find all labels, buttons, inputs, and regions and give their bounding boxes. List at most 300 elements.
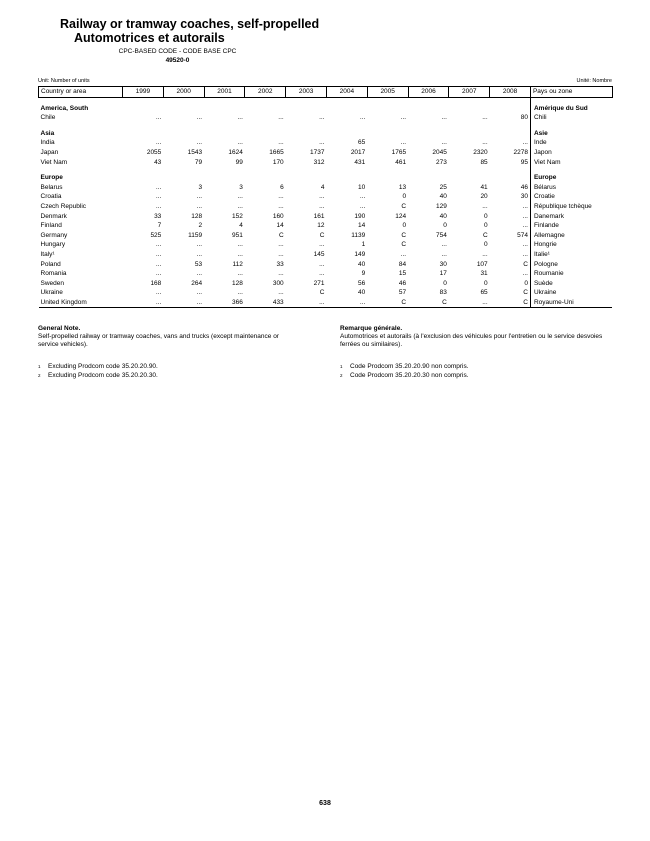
empty-cell xyxy=(367,129,408,139)
empty-cell xyxy=(123,129,164,139)
footnotes-english xyxy=(38,363,298,380)
value-cell: 461 xyxy=(395,158,407,166)
country-name: Poland xyxy=(40,260,61,268)
country-name: Croatia xyxy=(40,193,62,201)
value-cell: 14 xyxy=(276,222,284,230)
value-cell: ... xyxy=(319,260,325,268)
footnotes-french xyxy=(340,363,610,380)
value-cell: C xyxy=(367,298,408,308)
value-cell: 0 xyxy=(484,222,488,230)
table-row xyxy=(39,260,613,270)
value-cell: 951 xyxy=(232,231,243,239)
footnote xyxy=(38,363,298,371)
value-cell: ... xyxy=(196,250,203,258)
value-cell: ... xyxy=(441,241,447,249)
value-cell: ... xyxy=(482,139,488,147)
value-cell: 0 xyxy=(524,279,528,287)
value-cell: 57 xyxy=(398,289,407,297)
value-cell: ... xyxy=(319,241,325,249)
country-name: Germany xyxy=(40,231,68,239)
value-cell: 112 xyxy=(232,260,243,268)
value-cell: ... xyxy=(319,193,325,201)
empty-cell xyxy=(449,173,490,183)
value-cell: C xyxy=(401,231,407,239)
value-cell: ... xyxy=(196,193,203,201)
value-cell: 41 xyxy=(480,183,488,191)
value-cell: ... xyxy=(155,139,162,147)
value-cell: ... xyxy=(441,139,447,147)
country-name: Italy¹ xyxy=(40,250,55,258)
note-text: Automotrices et autorails (à l'exclusion des véhicules pour l'entretien ou le service desvoies ferrées ou similaires). xyxy=(340,333,603,348)
table-row xyxy=(39,158,613,168)
value-cell: 56 xyxy=(358,279,366,287)
table-row xyxy=(39,148,613,158)
region-name-fr: Europe xyxy=(530,173,612,183)
value-cell: 30 xyxy=(439,260,447,268)
value-cell: 85 xyxy=(480,158,488,166)
value-cell: ... xyxy=(155,250,162,258)
table-row xyxy=(39,183,613,193)
value-cell: 2055 xyxy=(146,148,162,156)
region-name: Europe xyxy=(40,174,63,182)
header-year: 2001 xyxy=(204,87,245,98)
value-cell: C xyxy=(523,289,528,297)
value-cell: 40 xyxy=(358,289,366,297)
empty-cell xyxy=(326,104,367,114)
value-cell: C xyxy=(401,202,407,210)
pays-name: Pologne xyxy=(530,260,612,270)
footnote-mark: 1 xyxy=(38,364,41,369)
value-cell: 40 xyxy=(358,260,366,268)
empty-cell xyxy=(367,104,408,114)
value-cell: ... xyxy=(237,270,243,278)
value-cell: 9 xyxy=(361,270,366,278)
page-number: 638 xyxy=(319,800,331,807)
table-row xyxy=(39,279,613,289)
value-cell: 7 xyxy=(157,222,162,230)
pays-name: Viet Nam xyxy=(530,158,612,168)
table-row xyxy=(39,192,613,202)
value-cell: 31 xyxy=(480,270,488,278)
value-cell: 4 xyxy=(239,222,243,230)
empty-cell xyxy=(204,173,245,183)
value-cell: 30 xyxy=(520,193,528,201)
value-cell: 84 xyxy=(398,260,407,268)
value-cell: 168 xyxy=(150,279,162,287)
value-cell: ... xyxy=(163,298,204,308)
value-cell: ... xyxy=(237,193,243,201)
value-cell: C xyxy=(278,231,284,239)
value-cell: 431 xyxy=(354,158,366,166)
value-cell: 53 xyxy=(194,260,203,268)
value-cell: 2045 xyxy=(432,148,447,156)
empty-cell xyxy=(408,173,449,183)
header-year: 2005 xyxy=(367,87,408,98)
value-cell: 366 xyxy=(204,298,245,308)
pays-name: Italie¹ xyxy=(530,250,612,260)
value-cell: 271 xyxy=(313,279,325,287)
value-cell: 46 xyxy=(520,183,528,191)
value-cell: 128 xyxy=(232,279,243,287)
value-cell: ... xyxy=(196,270,203,278)
value-cell: ... xyxy=(155,270,162,278)
cpc-code-line: CPC-BASED CODE - CODE BASE CPC xyxy=(118,48,237,55)
pays-name: Royaume-Uni xyxy=(530,298,612,308)
empty-cell xyxy=(123,173,164,183)
value-cell: ... xyxy=(522,270,528,278)
country-name: Belarus xyxy=(40,183,63,191)
value-cell: C xyxy=(319,289,325,297)
empty-cell xyxy=(490,104,531,114)
country-name: Viet Nam xyxy=(40,158,68,166)
empty-cell xyxy=(367,173,408,183)
empty-cell xyxy=(204,104,245,114)
value-cell: ... xyxy=(319,202,325,210)
value-cell: ... xyxy=(155,202,162,210)
value-cell: ... xyxy=(359,114,366,122)
value-cell: ... xyxy=(278,270,284,278)
country-name: Denmark xyxy=(40,212,67,220)
empty-cell xyxy=(245,104,286,114)
header-year: 2004 xyxy=(326,87,367,98)
value-cell: 1139 xyxy=(351,231,366,239)
empty-cell xyxy=(326,173,367,183)
region-row xyxy=(39,173,613,183)
empty-cell xyxy=(408,104,449,114)
empty-cell xyxy=(449,129,490,139)
empty-cell xyxy=(490,173,531,183)
value-cell: ... xyxy=(522,212,528,220)
country-name: Finland xyxy=(40,222,62,230)
value-cell: 33 xyxy=(276,260,284,268)
value-cell: 33 xyxy=(154,212,162,220)
pays-name: Danemark xyxy=(530,212,612,222)
header-year: 2002 xyxy=(245,87,286,98)
country-name: Japan xyxy=(40,148,59,156)
empty-cell xyxy=(286,104,327,114)
value-cell: 20 xyxy=(480,193,488,201)
value-cell: C xyxy=(408,298,449,308)
pays-name: Roumanie xyxy=(530,269,612,279)
empty-cell xyxy=(163,173,204,183)
value-cell: ... xyxy=(359,193,366,201)
value-cell: ... xyxy=(196,202,203,210)
value-cell: 12 xyxy=(317,222,325,230)
value-cell: 149 xyxy=(354,250,366,258)
value-cell: 2320 xyxy=(473,148,488,156)
value-cell: ... xyxy=(237,250,243,258)
country-name: Czech Republic xyxy=(40,202,87,210)
empty-cell xyxy=(245,129,286,139)
note-heading: General Note. xyxy=(38,325,81,332)
empty-cell xyxy=(449,104,490,114)
value-cell: 13 xyxy=(398,183,407,191)
value-cell: 107 xyxy=(476,260,488,268)
value-cell: 40 xyxy=(439,212,447,220)
value-cell: ... xyxy=(441,250,447,258)
value-cell: 3 xyxy=(198,183,203,191)
value-cell: 4 xyxy=(320,183,325,191)
value-cell: 17 xyxy=(439,270,447,278)
value-cell: 25 xyxy=(439,183,447,191)
pays-name: Inde xyxy=(530,138,612,148)
pays-name: Bélarus xyxy=(530,183,612,193)
pays-name: Allemagne xyxy=(530,231,612,241)
value-cell: 1765 xyxy=(391,148,407,156)
pays-name: Croatie xyxy=(530,192,612,202)
header-country: Country or area xyxy=(39,87,123,98)
region-name-fr: Amérique du Sud xyxy=(530,104,612,114)
value-cell: ... xyxy=(237,289,243,297)
value-cell: 83 xyxy=(439,289,447,297)
value-cell: ... xyxy=(319,139,325,147)
header-year: 2007 xyxy=(449,87,490,98)
value-cell: ... xyxy=(449,298,490,308)
table-row xyxy=(39,240,613,250)
value-cell: 128 xyxy=(191,212,203,220)
value-cell: ... xyxy=(278,250,284,258)
unit-label-french: Unité: Nombre xyxy=(576,78,612,84)
country-name: Sweden xyxy=(40,279,64,287)
value-cell: 574 xyxy=(517,231,528,239)
table-row xyxy=(39,231,613,241)
value-cell: 264 xyxy=(191,279,203,287)
value-cell: C xyxy=(490,298,531,308)
unit-label-english: Unit: Number of units xyxy=(38,78,90,84)
value-cell: ... xyxy=(400,250,407,258)
value-cell: 190 xyxy=(354,212,366,220)
cpc-code-number: 49520-0 xyxy=(165,57,190,64)
value-cell: ... xyxy=(237,114,243,122)
header-year: 2000 xyxy=(163,87,204,98)
value-cell: 300 xyxy=(272,279,284,287)
value-cell: ... xyxy=(319,270,325,278)
pays-name: Ukraine xyxy=(530,288,612,298)
value-cell: 160 xyxy=(272,212,284,220)
table-header-row xyxy=(39,87,613,98)
value-cell: ... xyxy=(278,193,284,201)
value-cell: ... xyxy=(522,241,528,249)
general-note-french xyxy=(340,325,610,381)
empty-cell xyxy=(490,129,531,139)
header-year: 1999 xyxy=(123,87,164,98)
value-cell: 0 xyxy=(402,222,407,230)
value-cell: ... xyxy=(278,241,284,249)
value-cell: 145 xyxy=(313,250,325,258)
table-row xyxy=(39,202,613,212)
value-cell: 0 xyxy=(484,241,488,249)
value-cell: 161 xyxy=(313,212,325,220)
value-cell: ... xyxy=(155,260,162,268)
pays-name: République tchèque xyxy=(530,202,612,212)
value-cell: 3 xyxy=(239,183,243,191)
title-english: Railway or tramway coaches, self-propelled xyxy=(60,17,320,31)
pays-name: Japon xyxy=(530,148,612,158)
table-row xyxy=(39,212,613,222)
value-cell: 80 xyxy=(520,114,528,122)
value-cell: 1543 xyxy=(187,148,203,156)
value-cell: ... xyxy=(237,202,243,210)
country-name: Ukraine xyxy=(40,289,63,297)
note-heading: Remarque générale. xyxy=(340,325,403,332)
footnote-mark: 2 xyxy=(38,373,41,378)
country-name: United Kingdom xyxy=(39,298,123,308)
value-cell: ... xyxy=(400,139,407,147)
table-row xyxy=(39,113,613,123)
value-cell: ... xyxy=(522,222,528,230)
value-cell: 40 xyxy=(439,193,447,201)
value-cell: ... xyxy=(196,114,203,122)
value-cell: ... xyxy=(278,202,284,210)
value-cell: ... xyxy=(278,289,284,297)
value-cell: 65 xyxy=(358,139,366,147)
footnote xyxy=(38,372,298,380)
value-cell: 2 xyxy=(198,222,203,230)
empty-cell xyxy=(123,104,164,114)
value-cell: ... xyxy=(326,298,367,308)
value-cell: 152 xyxy=(232,212,243,220)
footnote xyxy=(340,372,610,380)
value-cell: ... xyxy=(286,298,327,308)
pays-name: Chili xyxy=(530,113,612,123)
value-cell: 6 xyxy=(280,183,284,191)
empty-cell xyxy=(408,129,449,139)
value-cell: 170 xyxy=(272,158,284,166)
empty-cell xyxy=(326,129,367,139)
value-cell: 1159 xyxy=(188,231,203,239)
table-row xyxy=(39,138,613,148)
value-cell: ... xyxy=(319,114,325,122)
value-cell: ... xyxy=(237,139,243,147)
table-row xyxy=(39,269,613,279)
value-cell: ... xyxy=(522,202,528,210)
value-cell: 273 xyxy=(436,158,447,166)
value-cell: 15 xyxy=(398,270,407,278)
header-year: 2006 xyxy=(408,87,449,98)
value-cell: ... xyxy=(155,289,162,297)
note-text: Self-propelled railway or tramway coaches, vans and trucks (except maintenance or service vehicles). xyxy=(38,333,279,348)
header-year: 2008 xyxy=(490,87,531,98)
region-name: America, South xyxy=(40,104,89,112)
pays-name: Finlande xyxy=(530,221,612,231)
value-cell: 0 xyxy=(402,193,407,201)
value-cell: 99 xyxy=(235,158,243,166)
value-cell: ... xyxy=(155,183,162,191)
table-row xyxy=(39,288,613,298)
value-cell: 525 xyxy=(150,231,162,239)
value-cell: C xyxy=(523,260,528,268)
value-cell: ... xyxy=(123,298,164,308)
value-cell: C xyxy=(482,231,488,239)
value-cell: ... xyxy=(278,114,284,122)
value-cell: 129 xyxy=(436,202,447,210)
country-name: Hungary xyxy=(40,241,66,249)
value-cell: ... xyxy=(482,250,488,258)
value-cell: ... xyxy=(196,241,203,249)
value-cell: ... xyxy=(237,241,243,249)
table-body xyxy=(39,97,613,308)
region-name-fr: Asie xyxy=(530,129,612,139)
table-row xyxy=(39,298,613,308)
value-cell: C xyxy=(401,241,407,249)
value-cell: ... xyxy=(522,250,528,258)
value-cell: 0 xyxy=(443,222,447,230)
table-row xyxy=(39,221,613,231)
footnote-text: Excluding Prodcom code 35.20.20.30. xyxy=(48,372,158,379)
value-cell: ... xyxy=(482,114,488,122)
value-cell: ... xyxy=(155,114,162,122)
country-name: Chile xyxy=(40,114,56,122)
value-cell: 433 xyxy=(245,298,286,308)
value-cell: ... xyxy=(278,139,284,147)
empty-cell xyxy=(163,129,204,139)
region-row xyxy=(39,104,613,114)
empty-cell xyxy=(163,104,204,114)
value-cell: 14 xyxy=(358,222,366,230)
value-cell: 46 xyxy=(398,279,407,287)
footnote-text: Code Prodcom 35.20.20.90 non compris. xyxy=(350,363,469,370)
value-cell: 95 xyxy=(520,158,528,166)
header-year: 2003 xyxy=(286,87,327,98)
empty-cell xyxy=(286,129,327,139)
country-name: India xyxy=(40,139,55,147)
footnote-text: Excluding Prodcom code 35.20.20.90. xyxy=(48,363,158,370)
footnote-mark: 1 xyxy=(340,364,343,369)
general-note-english xyxy=(38,325,298,381)
value-cell: ... xyxy=(155,193,162,201)
value-cell: 43 xyxy=(154,158,162,166)
header-pays: Pays ou zone xyxy=(530,87,612,98)
production-table xyxy=(38,86,613,308)
title-french: Automotrices et autorails xyxy=(74,31,225,45)
value-cell: ... xyxy=(196,289,203,297)
value-cell: ... xyxy=(441,114,447,122)
footnote-mark: 2 xyxy=(340,373,343,378)
region-row xyxy=(39,129,613,139)
footnote xyxy=(340,363,610,371)
footnote-text: Code Prodcom 35.20.20.30 non compris. xyxy=(350,372,469,379)
table-row xyxy=(39,250,613,260)
value-cell: 0 xyxy=(484,212,488,220)
value-cell: 79 xyxy=(194,158,203,166)
value-cell: 0 xyxy=(484,279,488,287)
empty-cell xyxy=(204,129,245,139)
country-name: Romania xyxy=(40,270,67,278)
value-cell: 65 xyxy=(480,289,488,297)
value-cell: ... xyxy=(400,114,407,122)
value-cell: 1 xyxy=(361,241,366,249)
value-cell: 2017 xyxy=(350,148,366,156)
pays-name: Suède xyxy=(530,279,612,289)
value-cell: ... xyxy=(196,139,203,147)
empty-cell xyxy=(286,173,327,183)
value-cell: 1737 xyxy=(310,148,325,156)
value-cell: 2278 xyxy=(513,148,528,156)
value-cell: 0 xyxy=(443,279,447,287)
value-cell: 312 xyxy=(313,158,325,166)
empty-cell xyxy=(245,173,286,183)
value-cell: 10 xyxy=(358,183,366,191)
value-cell: 124 xyxy=(395,212,407,220)
value-cell: ... xyxy=(155,241,162,249)
value-cell: ... xyxy=(482,202,488,210)
value-cell: ... xyxy=(359,202,366,210)
value-cell: 1624 xyxy=(228,148,243,156)
pays-name: Hongrie xyxy=(530,240,612,250)
value-cell: 1665 xyxy=(269,148,284,156)
value-cell: 754 xyxy=(436,231,447,239)
region-name: Asia xyxy=(40,129,55,137)
